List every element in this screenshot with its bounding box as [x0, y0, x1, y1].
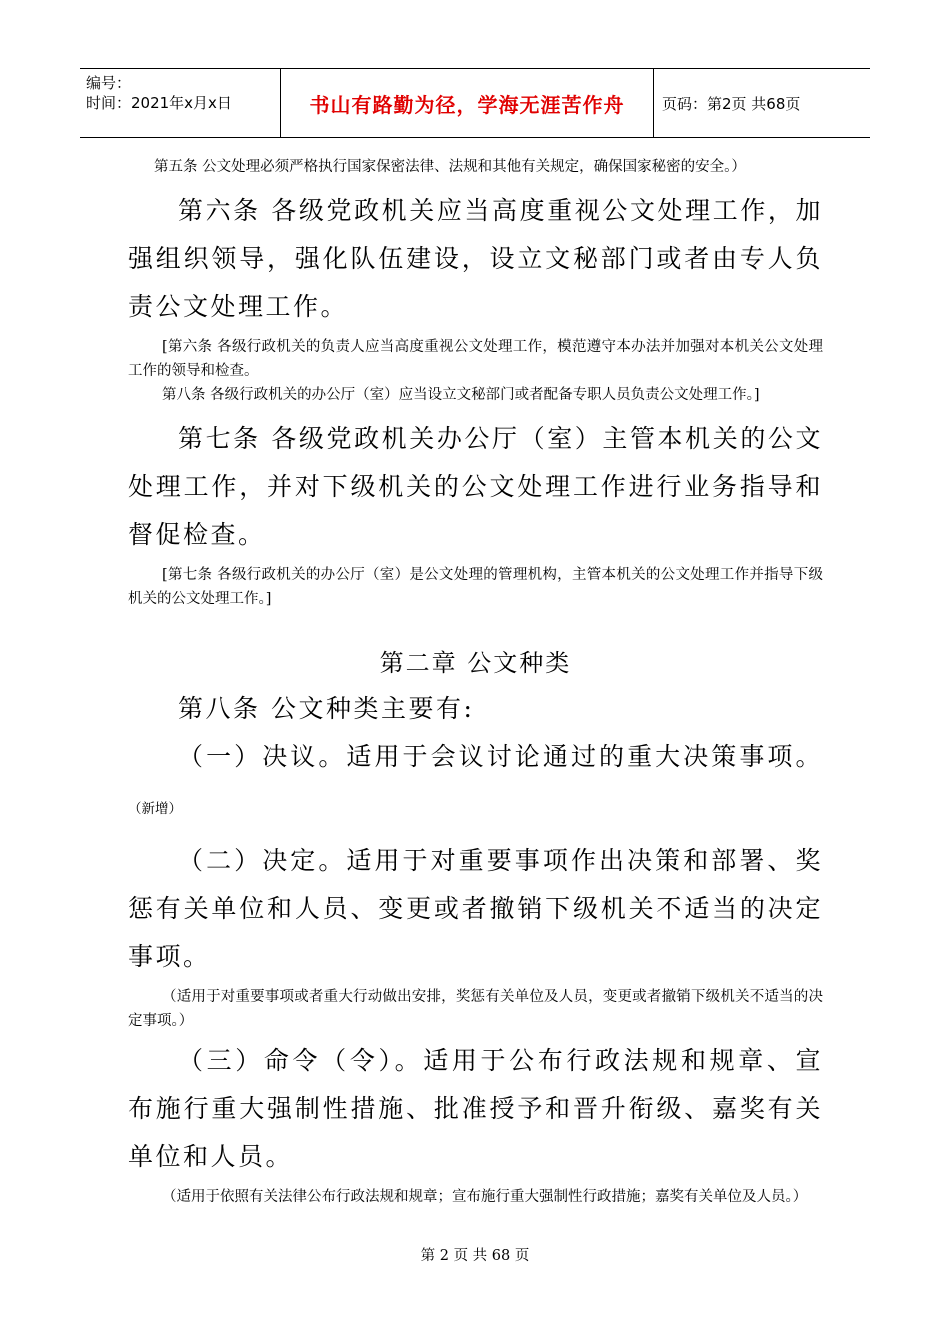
article-6: 第六条 各级党政机关应当高度重视公文处理工作，加强组织领导，强化队伍建设，设立文秘部门或者由专人负责公文处理工作。: [128, 196, 823, 321]
document-body: [128, 155, 823, 1209]
chapter-title: 第二章 公文种类: [379, 649, 572, 677]
page-footer: 第 2 页 共 68 页: [420, 1248, 530, 1264]
time-label: 时间：2021年x月x日: [86, 94, 232, 112]
item-3: （三）命令（令）。适用于公布行政法规和规章、宣布施行重大强制性措施、批准授予和晋升衔级、嘉奖有关单位和人员。: [128, 1046, 823, 1171]
item-1: [128, 733, 823, 833]
item-2: （二）决定。适用于对重要事项作出决策和部署、奖惩有关单位和人员、变更或者撤销下级机关不适当的决定事项。: [128, 846, 823, 971]
header-meta: [80, 69, 281, 137]
article-8: 第八条 公文种类主要有:: [178, 694, 475, 723]
note-article-5: 第五条 公文处理必须严格执行国家保密法律、法规和其他有关规定，确保国家秘密的安全。）: [154, 159, 746, 175]
note-old-article-6: [第六条 各级行政机关的负责人应当高度重视公文处理工作，模范遵守本办法并加强对本机关公文处理工作的领导和检查。: [128, 339, 823, 379]
article-7: 第七条 各级党政机关办公厅（室）主管本机关的公文处理工作，并对下级机关的公文处理工作进行业务指导和督促检查。: [128, 424, 823, 549]
note-old-article-8: 第八条 各级行政机关的办公厅（室）应当设立文秘部门或者配备专职人员负责公文处理工作。]: [162, 387, 760, 403]
note-item-2: （适用于对重要事项或者重大行动做出安排，奖惩有关单位及人员，变更或者撤销下级机关不适当的决定事项。）: [128, 989, 823, 1029]
item-1-tail: （新增）: [128, 801, 182, 817]
item-1-text: （一）决议。适用于会议讨论通过的重大决策事项。: [178, 742, 823, 771]
page-header: [80, 68, 870, 138]
note-item-3: （适用于依照有关法律公布行政法规和规章；宣布施行重大强制性行政措施；嘉奖有关单位及人员。）: [162, 1189, 808, 1205]
note-old-article-7: [第七条 各级行政机关的办公厅（室）是公文处理的管理机构，主管本机关的公文处理工作并指导下级机关的公文处理工作。]: [128, 567, 823, 607]
header-page-info: 页码：第2页 共68页: [662, 94, 801, 113]
number-label: 编号：: [86, 74, 132, 92]
header-motto: 书山有路勤为径，学海无涯苦作舟: [281, 69, 654, 137]
